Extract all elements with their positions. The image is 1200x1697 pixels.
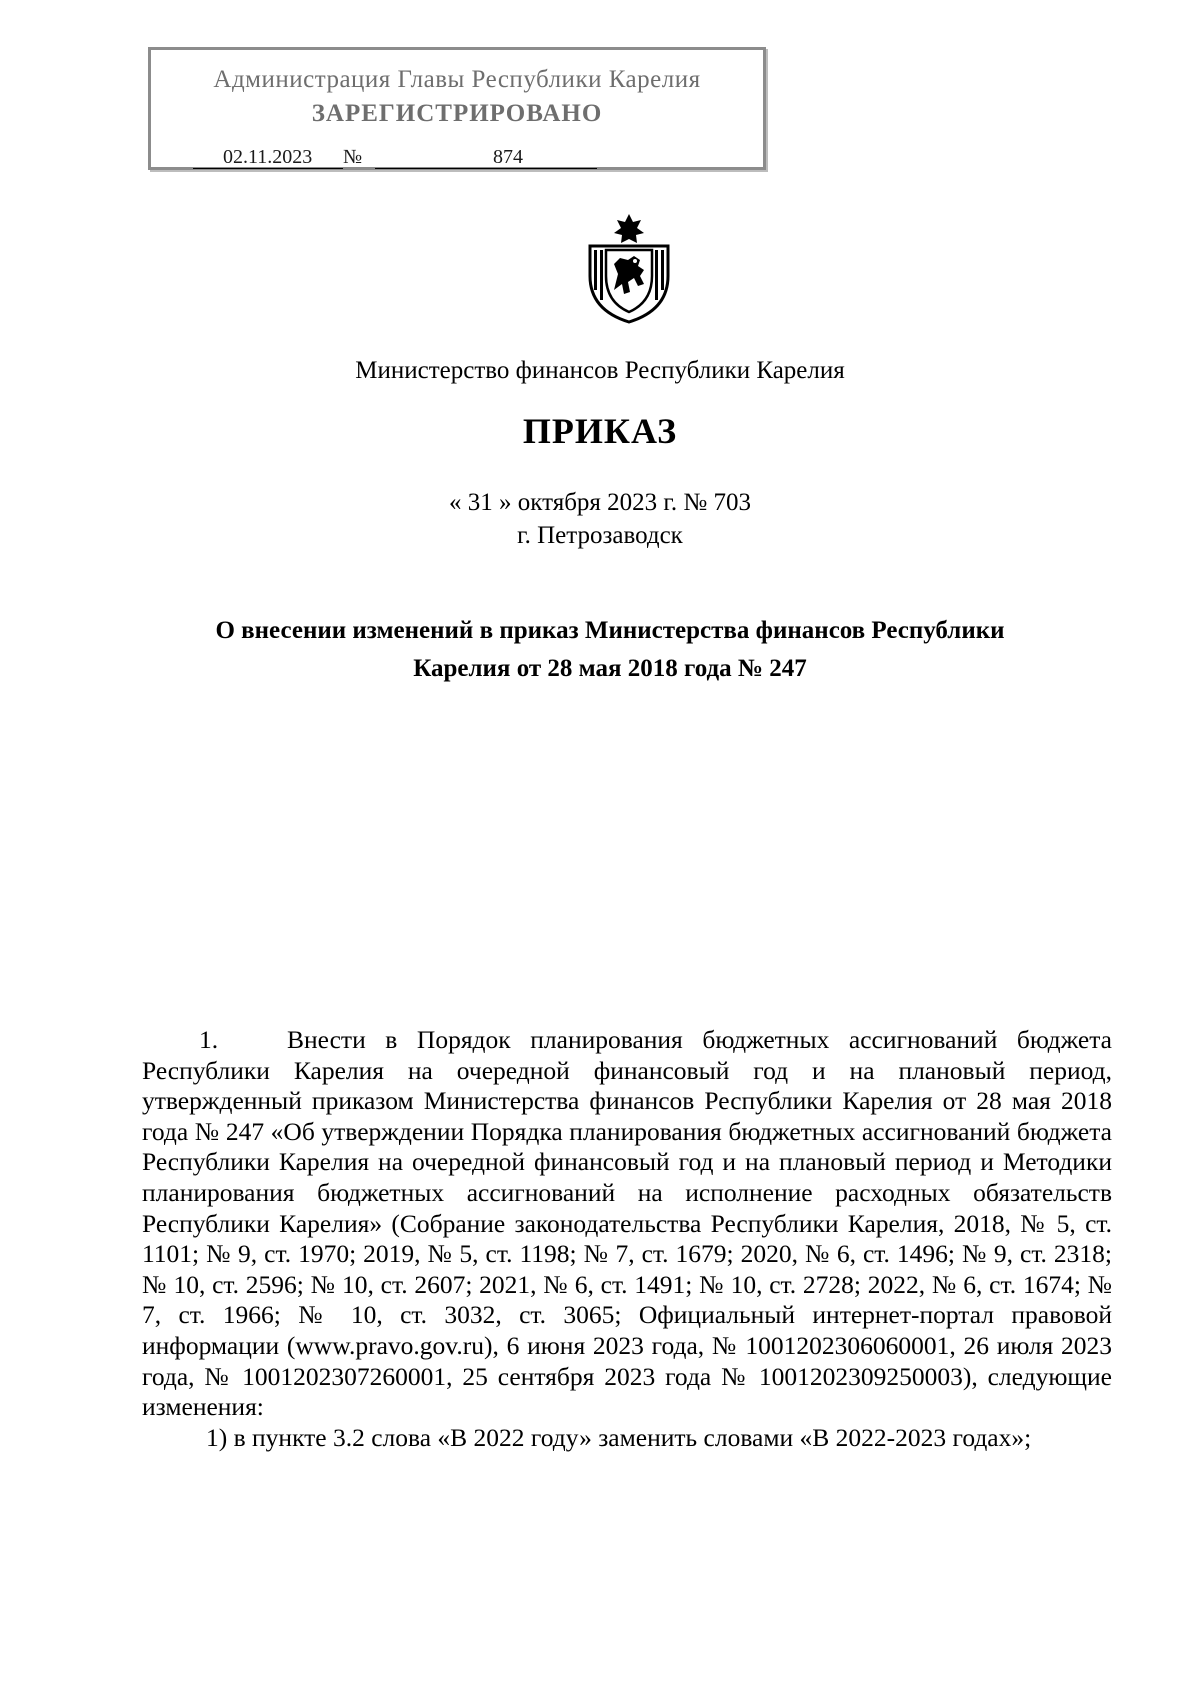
subject-line-2: Карелия от 28 мая 2018 года № 247 [413, 655, 807, 682]
stamp-number-underline [375, 168, 597, 169]
stamp-status: ЗАРЕГИСТРИРОВАНО [311, 100, 603, 127]
karelia-coat-of-arms-icon [584, 212, 674, 324]
stamp-date: 02.11.2023 [223, 146, 313, 168]
document-type: ПРИКАЗ [522, 411, 678, 451]
stamp-organization: Администрация Главы Республики Карелия [213, 66, 701, 93]
document-subject [170, 612, 1050, 688]
subject-line-1: О внесении изменений в приказ Министерства финансов Республики [215, 617, 1005, 644]
document-date-number: « 31 » октября 2023 г. № 703 [449, 489, 751, 516]
ministry-name: Министерство финансов Республики Карелия [355, 357, 845, 384]
sub-item-1: 1) в пункте 3.2 слова «В 2022 году» заменить словами «В 2022-2023 годах»; [206, 1422, 1032, 1452]
document-body [142, 1025, 1112, 1453]
stamp-registration-row [193, 146, 593, 170]
item-1-paragraph [142, 1025, 1112, 1423]
stamp-date-underline [193, 168, 343, 169]
item-1-text: Внести в Порядок планирования бюджетных ассигнований бюджета Республики Карелия на очередной финансовый год и на плановый период, утвержденный приказом Министерства финансов Республики Карелия от 28 мая 2018 года № 247 «Об утверждении Порядка планирования бюджетных ассигнований бюджета Республики Карелия на очередной финансовый год и на плановый период и Методики планирования бюджетных ассигнований на исполнение расходных обязательств Республики Карелия» (Собрание законодательства Республики Карелия, 2018, № 5, ст. 1101; № 9, ст. 1970; 2019, № 5, ст. 1198; № 7, ст. 1679; 2020, № 6, ст. 1496; № 9, ст. 2318; № 10, ст. 2596; № 10, ст. 2607; 2021, № 6, ст. 1491; № 10, ст. 2728; 2022, № 6, ст. 1674; № 7, ст. 1966; № 10, ст. 3032, ст. 3065; Официальный интернет-портал правовой информации (www.pravo.gov.ru), 6 июня 2023 года, № 1001202306060001, 26 июля 2023 года, № 1001202307260001, 25 сентября 2023 года № 1001202309250003), следующие изменения: [142, 1025, 1112, 1422]
stamp-number: 874 [493, 146, 523, 168]
stamp-number-label: № [343, 146, 363, 168]
registration-stamp [148, 47, 766, 170]
item-1-number: 1. [199, 1025, 219, 1054]
document-city: г. Петрозаводск [517, 522, 683, 549]
